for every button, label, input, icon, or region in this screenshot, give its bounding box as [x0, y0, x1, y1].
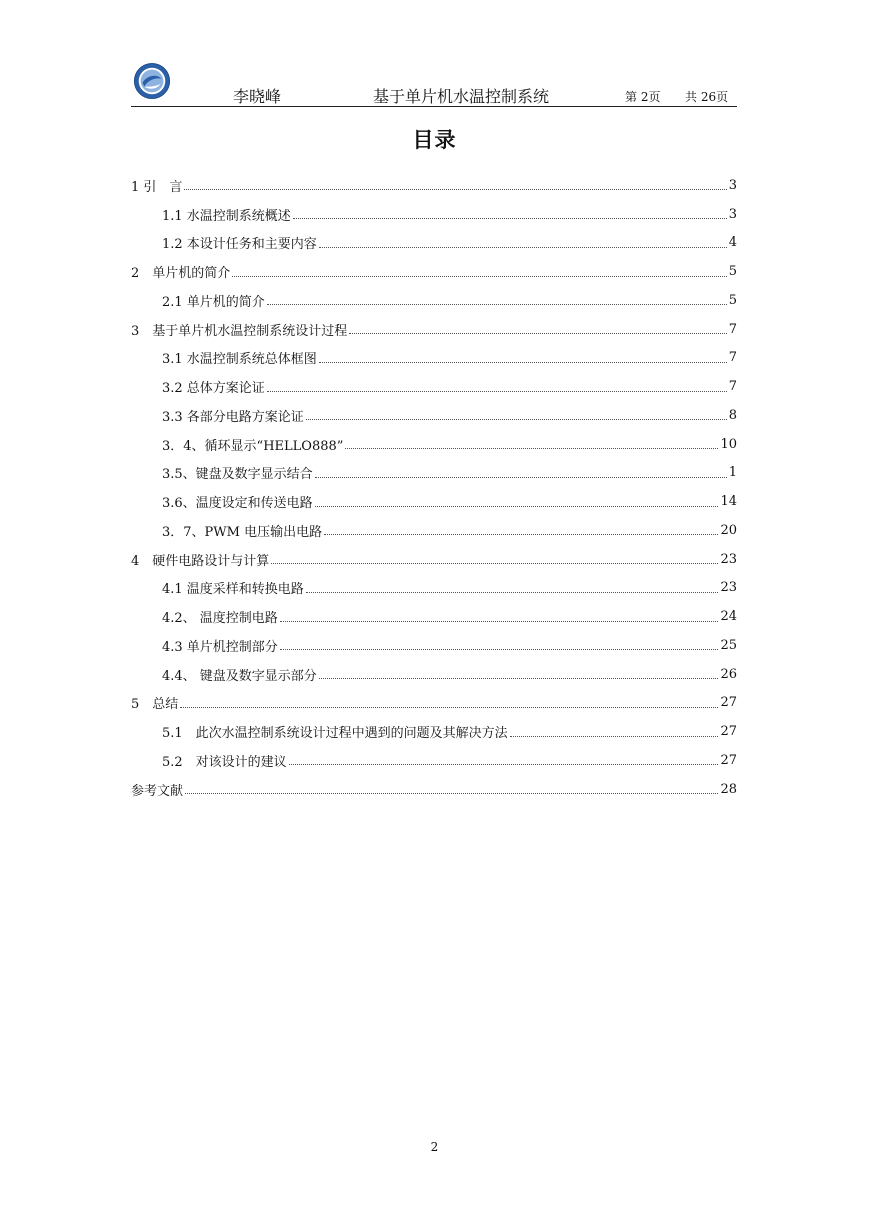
toc-entry-text: 5.1 此次水温控制系统设计过程中遇到的问题及其解决方法	[162, 726, 508, 742]
university-logo-icon	[133, 62, 171, 100]
toc-entry-text: 3.6、温度设定和传送电路	[162, 496, 313, 512]
toc-entry[interactable]	[131, 372, 737, 401]
toc-leader-dots	[349, 332, 726, 334]
toc-entry[interactable]	[131, 229, 737, 258]
toc-entry[interactable]	[131, 171, 737, 200]
toc-entry-page: 7	[728, 321, 737, 337]
toc-leader-dots	[306, 418, 727, 420]
toc-leader-dots	[315, 476, 727, 478]
toc-entry[interactable]	[131, 775, 737, 804]
toc-entry-text: 1 引 言	[131, 179, 183, 195]
toc-title: 目录	[412, 128, 457, 152]
toc-entry[interactable]	[131, 631, 737, 660]
toc-leader-dots	[510, 735, 719, 737]
toc-entry-text: 4.2、 温度控制电路	[162, 611, 278, 627]
header-page-label: 第 2页	[625, 90, 661, 104]
toc-entry-text: 3．4、循环显示“HELLO888”	[162, 438, 344, 454]
toc-entry[interactable]	[131, 487, 737, 516]
toc-entry-page: 27	[720, 724, 737, 740]
toc-entry-page: 28	[720, 781, 737, 797]
toc-entry-text: 1.2 本设计任务和主要内容	[162, 237, 317, 253]
toc-entry-text: 1.1 水温控制系统概述	[162, 208, 291, 224]
toc-entry[interactable]	[131, 315, 737, 344]
toc-entry-page: 1	[728, 465, 737, 481]
toc-entry[interactable]	[131, 689, 737, 718]
toc-entry-text: 3.3 各部分电路方案论证	[162, 409, 304, 425]
header-total-label: 共 26页	[685, 90, 729, 104]
toc-entry-page: 27	[720, 752, 737, 768]
toc-entry-text: 2.1 单片机的简介	[162, 294, 265, 310]
toc-leader-dots	[345, 447, 718, 449]
toc-entry[interactable]	[131, 602, 737, 631]
toc-entry[interactable]	[131, 459, 737, 488]
toc-entry-page: 20	[720, 522, 737, 538]
toc-entry-text: 参考文献	[131, 783, 184, 799]
toc-leader-dots	[306, 591, 719, 593]
toc-entry-page: 24	[720, 609, 737, 625]
toc-entry-page: 26	[720, 666, 737, 682]
toc-entry-page: 23	[720, 580, 737, 596]
toc-leader-dots	[319, 246, 727, 248]
toc-entry-page: 4	[728, 235, 737, 251]
toc-entry-page: 23	[720, 551, 737, 567]
toc-entry-page: 27	[720, 695, 737, 711]
toc-leader-dots	[280, 648, 719, 650]
toc-entry[interactable]	[131, 401, 737, 430]
toc-entry[interactable]	[131, 257, 737, 286]
toc-leader-dots	[184, 188, 726, 190]
toc-entry-text: 3 基于单片机水温控制系统设计过程	[131, 323, 348, 339]
toc-entry-page: 10	[720, 436, 737, 452]
toc-entry-text: 5 总结	[131, 697, 179, 713]
toc-entry-text: 4.3 单片机控制部分	[162, 639, 278, 655]
toc-leader-dots	[271, 562, 718, 564]
table-of-contents	[131, 171, 737, 804]
toc-leader-dots	[315, 505, 719, 507]
toc-leader-dots	[185, 792, 718, 794]
toc-leader-dots	[180, 706, 718, 708]
toc-leader-dots	[289, 763, 719, 765]
toc-entry-page: 7	[728, 379, 737, 395]
toc-entry-text: 2 单片机的简介	[131, 266, 231, 282]
toc-entry[interactable]	[131, 286, 737, 315]
toc-leader-dots	[267, 390, 727, 392]
toc-entry-page: 14	[720, 494, 737, 510]
toc-leader-dots	[293, 217, 727, 219]
toc-entry[interactable]	[131, 660, 737, 689]
toc-leader-dots	[319, 677, 719, 679]
toc-leader-dots	[232, 275, 726, 277]
toc-entry-page: 8	[728, 407, 737, 423]
toc-entry[interactable]	[131, 545, 737, 574]
toc-entry-page: 5	[728, 292, 737, 308]
toc-entry-page: 3	[728, 206, 737, 222]
toc-entry-text: 3.2 总体方案论证	[162, 381, 265, 397]
toc-leader-dots	[280, 620, 719, 622]
toc-entry-text: 5.2 对该设计的建议	[162, 754, 287, 770]
toc-entry-page: 5	[728, 264, 737, 280]
toc-entry[interactable]	[131, 574, 737, 603]
toc-entry[interactable]	[131, 344, 737, 373]
header-author: 李晓峰	[233, 87, 282, 106]
toc-entry-text: 4 硬件电路设计与计算	[131, 553, 270, 569]
footer-page-number: 2	[430, 1140, 439, 1154]
toc-leader-dots	[267, 303, 727, 305]
toc-entry[interactable]	[131, 717, 737, 746]
toc-entry-page: 3	[728, 177, 737, 193]
toc-entry[interactable]	[131, 516, 737, 545]
toc-entry-page: 25	[720, 637, 737, 653]
toc-entry[interactable]	[131, 746, 737, 775]
toc-entry[interactable]	[131, 200, 737, 229]
toc-entry-text: 4.1 温度采样和转换电路	[162, 582, 304, 598]
page-header	[131, 60, 737, 107]
toc-entry-page: 7	[728, 350, 737, 366]
toc-leader-dots	[319, 361, 727, 363]
toc-entry-text: 3.1 水温控制系统总体框图	[162, 352, 317, 368]
toc-entry-text: 3．7、PWM 电压输出电路	[162, 524, 323, 540]
header-title: 基于单片机水温控制系统	[373, 87, 550, 106]
toc-leader-dots	[324, 533, 718, 535]
toc-entry-text: 4.4、 键盘及数字显示部分	[162, 668, 317, 684]
toc-entry[interactable]	[131, 430, 737, 459]
toc-entry-text: 3.5、键盘及数字显示结合	[162, 467, 313, 483]
